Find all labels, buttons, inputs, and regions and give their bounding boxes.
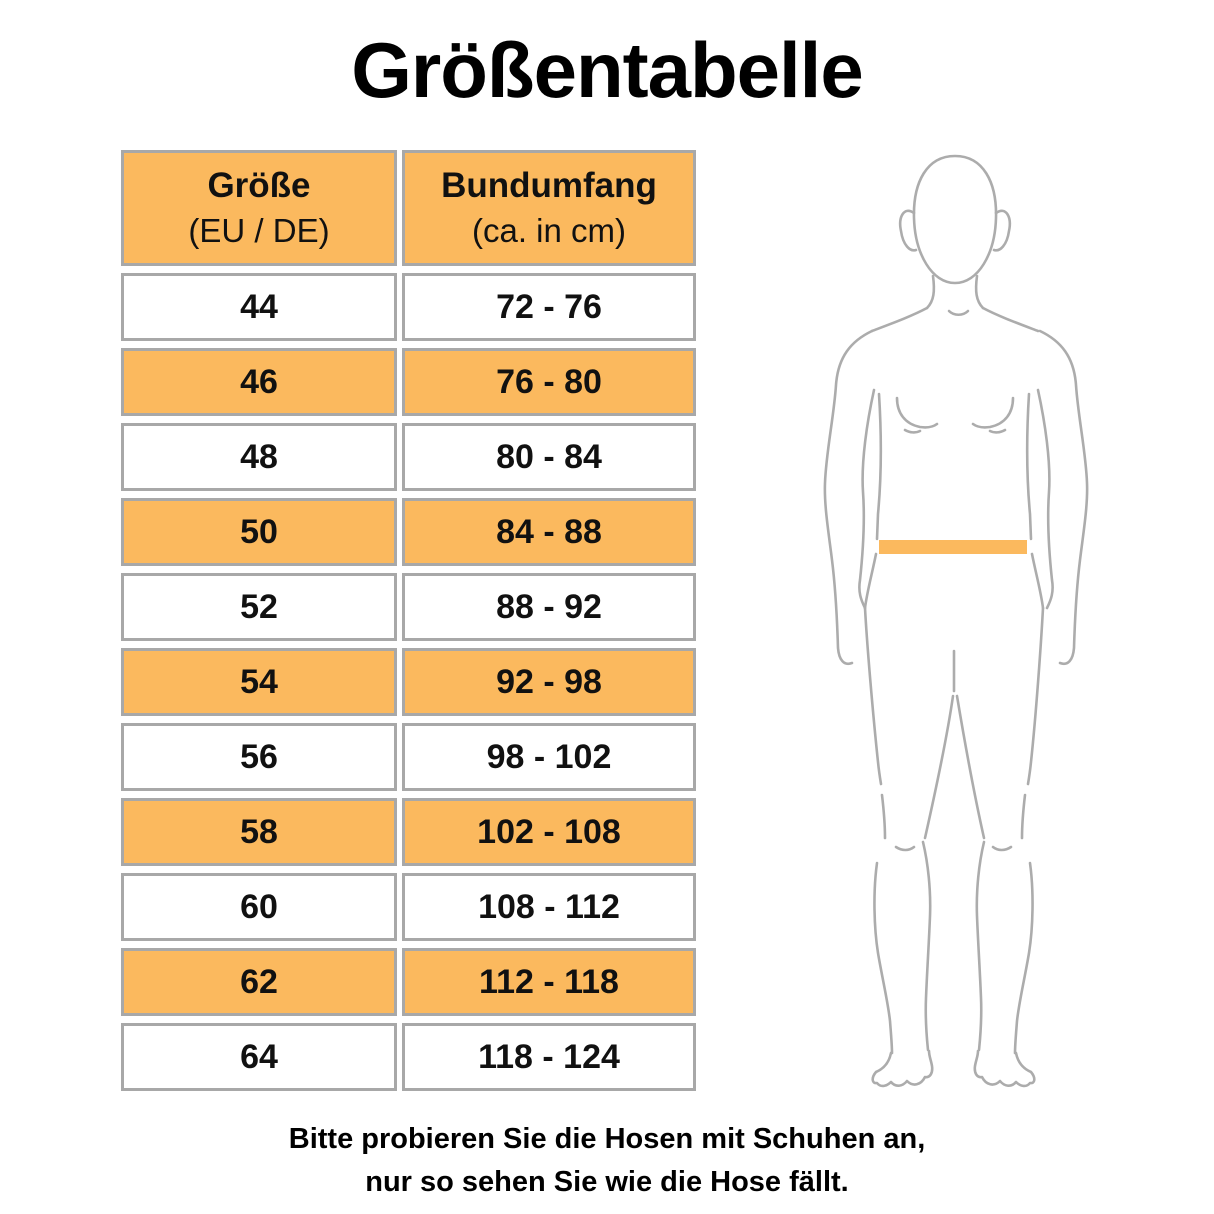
waist-cell: 84 - 88 <box>402 498 696 566</box>
collarbone-dash <box>949 311 968 315</box>
size-cell: 58 <box>121 798 397 866</box>
waist-cell: 102 - 108 <box>402 798 696 866</box>
size-cell: 44 <box>121 273 397 341</box>
size-cell: 62 <box>121 948 397 1016</box>
torso-left <box>877 394 881 539</box>
right-knee-dash <box>993 847 1011 850</box>
fitting-note-line1: Bitte probieren Sie die Hosen mit Schuhen an, <box>288 1123 926 1155</box>
hip-right <box>1032 554 1043 608</box>
neck-left <box>927 276 934 308</box>
table-header-waist <box>402 150 696 266</box>
size-cell: 46 <box>121 348 397 416</box>
waist-cell: 88 - 92 <box>402 573 696 641</box>
neck-right <box>976 276 983 308</box>
waist-cell: 72 - 76 <box>402 273 696 341</box>
size-cell: 54 <box>121 648 397 716</box>
size-cell: 50 <box>121 498 397 566</box>
right-pec <box>973 398 1013 427</box>
trapezius-left <box>872 308 927 331</box>
header-waist-label: Bundumfang <box>441 166 657 205</box>
right-foot <box>975 1051 1034 1086</box>
head-outline <box>914 156 996 283</box>
waist-cell: 98 - 102 <box>402 723 696 791</box>
left-knee-outer <box>882 795 885 838</box>
left-thigh-inner <box>925 696 953 838</box>
header-waist-sublabel: (ca. in cm) <box>471 212 626 249</box>
fitting-note-line2: nur so sehen Sie wie die Hose fällt. <box>365 1166 849 1198</box>
waist-cell: 118 - 124 <box>402 1023 696 1091</box>
torso-right <box>1027 394 1031 539</box>
table-header-size <box>121 150 397 266</box>
right-thigh-outer <box>1028 608 1043 784</box>
left-calf-outer <box>874 863 892 1053</box>
waist-cell: 76 - 80 <box>402 348 696 416</box>
fitting-note <box>0 1118 1214 1204</box>
trapezius-right <box>983 308 1038 331</box>
header-size-sublabel: (EU / DE) <box>188 212 330 249</box>
left-calf-inner <box>923 842 930 1050</box>
size-cell: 64 <box>121 1023 397 1091</box>
left-knee-dash <box>896 847 914 850</box>
waist-cell: 112 - 118 <box>402 948 696 1016</box>
right-calf-outer <box>1015 863 1033 1053</box>
left-pec <box>897 398 937 427</box>
size-table <box>121 150 696 1091</box>
waist-cell: 92 - 98 <box>402 648 696 716</box>
right-thigh-inner <box>957 696 984 838</box>
right-arm-inner <box>1038 390 1053 608</box>
left-foot <box>873 1051 932 1086</box>
male-figure-illustration <box>815 150 1105 1095</box>
size-cell: 56 <box>121 723 397 791</box>
size-cell: 48 <box>121 423 397 491</box>
waist-measurement-band <box>879 540 1027 554</box>
right-arm-outer <box>1040 331 1087 664</box>
hip-left <box>865 554 876 608</box>
waist-cell: 80 - 84 <box>402 423 696 491</box>
size-cell: 52 <box>121 573 397 641</box>
male-body-outline-svg <box>815 150 1105 1095</box>
header-size-label: Größe <box>207 166 311 205</box>
left-chest-dash <box>905 430 920 432</box>
page-title: Größentabelle <box>351 26 863 114</box>
waist-cell: 108 - 112 <box>402 873 696 941</box>
right-calf-inner <box>977 842 984 1050</box>
right-knee-outer <box>1022 795 1025 838</box>
right-chest-dash <box>990 430 1005 432</box>
left-thigh-outer <box>865 608 881 784</box>
size-cell: 60 <box>121 873 397 941</box>
